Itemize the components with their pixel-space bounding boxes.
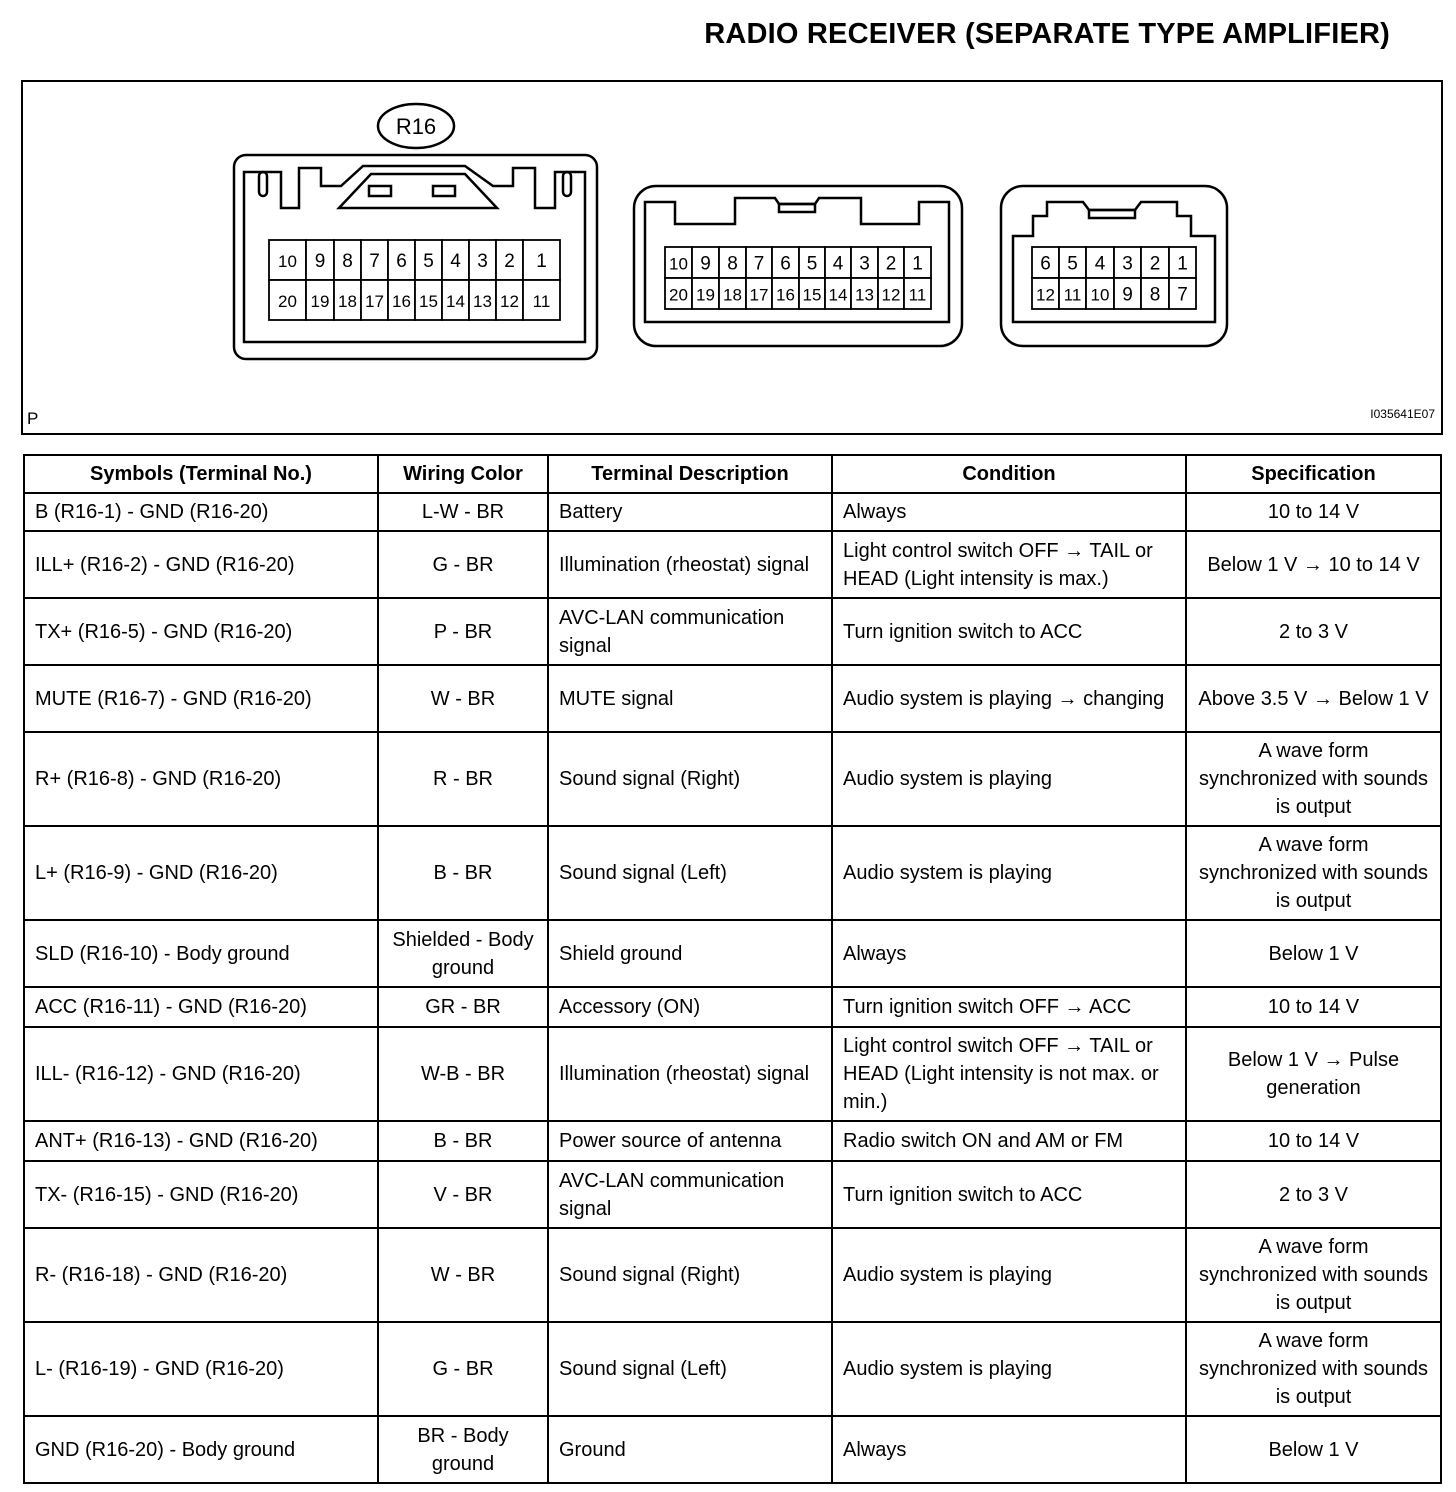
table-cell: R- (R16-18) - GND (R16-20) — [24, 1228, 378, 1322]
pin-number: 15 — [802, 285, 822, 305]
pin-number: 17 — [749, 285, 769, 305]
table-cell: A wave form synchronized with sounds is output — [1186, 732, 1441, 826]
table-cell: R+ (R16-8) - GND (R16-20) — [24, 732, 378, 826]
table-body — [24, 493, 1441, 1483]
table-cell: Audio system is playing — [832, 826, 1186, 920]
table-row — [24, 665, 1441, 732]
table-cell: L- (R16-19) - GND (R16-20) — [24, 1322, 378, 1416]
table-row — [24, 1322, 1441, 1416]
table-cell: A wave form synchronized with sounds is output — [1186, 1322, 1441, 1416]
pin-number: 18 — [723, 285, 742, 305]
table-cell: L+ (R16-9) - GND (R16-20) — [24, 826, 378, 920]
table-cell: Ground — [548, 1416, 832, 1483]
pin-number: 12 — [881, 285, 901, 305]
table-cell: Turn ignition switch to ACC — [832, 598, 1186, 665]
table-cell: Radio switch ON and AM or FM — [832, 1121, 1186, 1161]
table-cell: 10 to 14 V — [1186, 987, 1441, 1027]
pin-number: 19 — [696, 285, 715, 305]
table-header — [24, 455, 1441, 493]
table-cell: A wave form synchronized with sounds is output — [1186, 826, 1441, 920]
pin-number: 2 — [504, 251, 515, 272]
pin-number: 20 — [669, 285, 688, 305]
table-cell: Illumination (rheostat) signal — [548, 531, 832, 598]
pin-number: 16 — [776, 285, 795, 305]
table-cell: W - BR — [378, 1228, 548, 1322]
pin-number: 14 — [828, 285, 848, 305]
table-cell: TX+ (R16-5) - GND (R16-20) — [24, 598, 378, 665]
table-cell: W-B - BR — [378, 1027, 548, 1121]
table-cell: Always — [832, 493, 1186, 531]
table-cell: B - BR — [378, 1121, 548, 1161]
table-row — [24, 1228, 1441, 1322]
table-cell: W - BR — [378, 665, 548, 732]
pin-number: 16 — [392, 292, 411, 311]
table-cell: B - BR — [378, 826, 548, 920]
table-cell: Power source of antenna — [548, 1121, 832, 1161]
pin-number: 2 — [1149, 253, 1161, 275]
pin-number: 9 — [314, 251, 326, 272]
table-row — [24, 987, 1441, 1027]
table-cell: 10 to 14 V — [1186, 1121, 1441, 1161]
table-row — [24, 826, 1441, 920]
pin-number: 4 — [450, 251, 461, 272]
table-cell: 10 to 14 V — [1186, 493, 1441, 531]
table-cell: MUTE (R16-7) - GND (R16-20) — [24, 665, 378, 732]
table-cell: Illumination (rheostat) signal — [548, 1027, 832, 1121]
table-cell: Sound signal (Left) — [548, 826, 832, 920]
pin-number: 17 — [365, 292, 384, 311]
table-cell: Below 1 V — [1186, 920, 1441, 987]
column-header: Terminal Description — [548, 455, 832, 493]
column-header: Wiring Color — [378, 455, 548, 493]
table-cell: ILL+ (R16-2) - GND (R16-20) — [24, 531, 378, 598]
pin-number: 11 — [1063, 285, 1082, 305]
table-cell: ACC (R16-11) - GND (R16-20) — [24, 987, 378, 1027]
table-cell: ILL- (R16-12) - GND (R16-20) — [24, 1027, 378, 1121]
connector-label: R16 — [395, 114, 437, 139]
connector-a-pins — [269, 240, 560, 320]
table-header-row — [24, 455, 1441, 493]
table-cell: Shield ground — [548, 920, 832, 987]
pin-number: 10 — [1090, 285, 1110, 305]
pin-number: 7 — [1177, 284, 1188, 306]
table-cell: G - BR — [378, 1322, 548, 1416]
table-row — [24, 1416, 1441, 1483]
table-row — [24, 493, 1441, 531]
table-cell: Sound signal (Right) — [548, 1228, 832, 1322]
table-row — [24, 1121, 1441, 1161]
table-cell: G - BR — [378, 531, 548, 598]
table-cell: Light control switch OFF → TAIL or HEAD (Light intensity is not max. or min.) — [832, 1027, 1186, 1121]
table-cell: Below 1 V → 10 to 14 V — [1186, 531, 1441, 598]
figure-corner-mark: P — [27, 409, 39, 428]
table-cell: GND (R16-20) - Body ground — [24, 1416, 378, 1483]
pin-number: 4 — [1094, 253, 1106, 275]
table-cell: AVC-LAN communication signal — [548, 1161, 832, 1228]
pin-number: 10 — [278, 252, 297, 271]
pin-number: 12 — [500, 292, 519, 311]
table-row — [24, 598, 1441, 665]
table-cell: Light control switch OFF → TAIL or HEAD (Light intensity is max.) — [832, 531, 1186, 598]
pin-number: 7 — [369, 251, 380, 272]
connector-c-pins — [1032, 247, 1196, 309]
pin-number: 13 — [855, 285, 874, 305]
pin-number: 7 — [753, 253, 765, 275]
pin-number: 3 — [859, 253, 870, 275]
column-header: Symbols (Terminal No.) — [24, 455, 378, 493]
table-cell: V - BR — [378, 1161, 548, 1228]
pin-number: 10 — [669, 254, 688, 274]
pin-number: 6 — [780, 253, 791, 275]
table-row — [24, 531, 1441, 598]
table-cell: MUTE signal — [548, 665, 832, 732]
table-cell: Always — [832, 1416, 1186, 1483]
table-cell: AVC-LAN communication signal — [548, 598, 832, 665]
column-header: Condition — [832, 455, 1186, 493]
connector-diagram — [23, 82, 1441, 433]
pin-number: 5 — [1067, 253, 1078, 275]
terminal-spec-table — [23, 454, 1442, 1484]
table-cell: Above 3.5 V → Below 1 V — [1186, 665, 1441, 732]
table-cell: Turn ignition switch OFF → ACC — [832, 987, 1186, 1027]
pin-number: 3 — [477, 251, 488, 272]
table-cell: ANT+ (R16-13) - GND (R16-20) — [24, 1121, 378, 1161]
connector-figure — [21, 80, 1443, 435]
pin-number: 6 — [1040, 253, 1051, 275]
pin-number: 4 — [832, 253, 844, 275]
pin-number: 6 — [396, 251, 407, 272]
table-cell: Audio system is playing — [832, 1322, 1186, 1416]
pin-number: 5 — [423, 251, 434, 272]
pin-number: 11 — [532, 292, 551, 311]
pin-number: 20 — [278, 292, 297, 311]
table-cell: Audio system is playing — [832, 732, 1186, 826]
pin-number: 5 — [806, 253, 818, 275]
pin-number: 8 — [342, 251, 353, 272]
pin-number: 11 — [908, 285, 927, 305]
table-cell: Accessory (ON) — [548, 987, 832, 1027]
table-cell: 2 to 3 V — [1186, 1161, 1441, 1228]
pin-number: 1 — [1177, 253, 1188, 275]
pin-number: 14 — [446, 292, 465, 311]
table-cell: Battery — [548, 493, 832, 531]
pin-number: 8 — [1149, 284, 1161, 306]
pin-number: 1 — [912, 253, 923, 275]
table-cell: R - BR — [378, 732, 548, 826]
pin-number: 9 — [700, 253, 711, 275]
table-row — [24, 1027, 1441, 1121]
table-row — [24, 732, 1441, 826]
table-cell: SLD (R16-10) - Body ground — [24, 920, 378, 987]
pin-number: 19 — [310, 292, 330, 311]
pin-number: 18 — [338, 292, 357, 311]
table-cell: Audio system is playing → changing — [832, 665, 1186, 732]
pin-number: 1 — [536, 251, 547, 272]
table-cell: Turn ignition switch to ACC — [832, 1161, 1186, 1228]
table-cell: BR - Body ground — [378, 1416, 548, 1483]
pin-number: 3 — [1122, 253, 1133, 275]
table-cell: A wave form synchronized with sounds is output — [1186, 1228, 1441, 1322]
pin-number: 15 — [419, 292, 438, 311]
table-cell: Shielded - Body ground — [378, 920, 548, 987]
table-row — [24, 1161, 1441, 1228]
pin-number: 9 — [1122, 284, 1133, 306]
table-cell: P - BR — [378, 598, 548, 665]
table-row — [24, 920, 1441, 987]
table-cell: Sound signal (Left) — [548, 1322, 832, 1416]
connector-b-pins — [665, 247, 931, 309]
column-header: Specification — [1186, 455, 1441, 493]
pin-number: 2 — [885, 253, 897, 275]
pin-number: 12 — [1036, 285, 1055, 305]
table-cell: GR - BR — [378, 987, 548, 1027]
pin-number: 8 — [727, 253, 738, 275]
table-cell: TX- (R16-15) - GND (R16-20) — [24, 1161, 378, 1228]
table-cell: 2 to 3 V — [1186, 598, 1441, 665]
table-cell: B (R16-1) - GND (R16-20) — [24, 493, 378, 531]
table-cell: Below 1 V — [1186, 1416, 1441, 1483]
figure-id: I035641E07 — [1370, 407, 1435, 421]
table-cell: Sound signal (Right) — [548, 732, 832, 826]
pin-number: 13 — [473, 292, 492, 311]
table-cell: Always — [832, 920, 1186, 987]
table-cell: L-W - BR — [378, 493, 548, 531]
document-title: RADIO RECEIVER (SEPARATE TYPE AMPLIFIER) — [704, 18, 1390, 50]
table-cell: Audio system is playing — [832, 1228, 1186, 1322]
table-cell: Below 1 V → Pulse generation — [1186, 1027, 1441, 1121]
